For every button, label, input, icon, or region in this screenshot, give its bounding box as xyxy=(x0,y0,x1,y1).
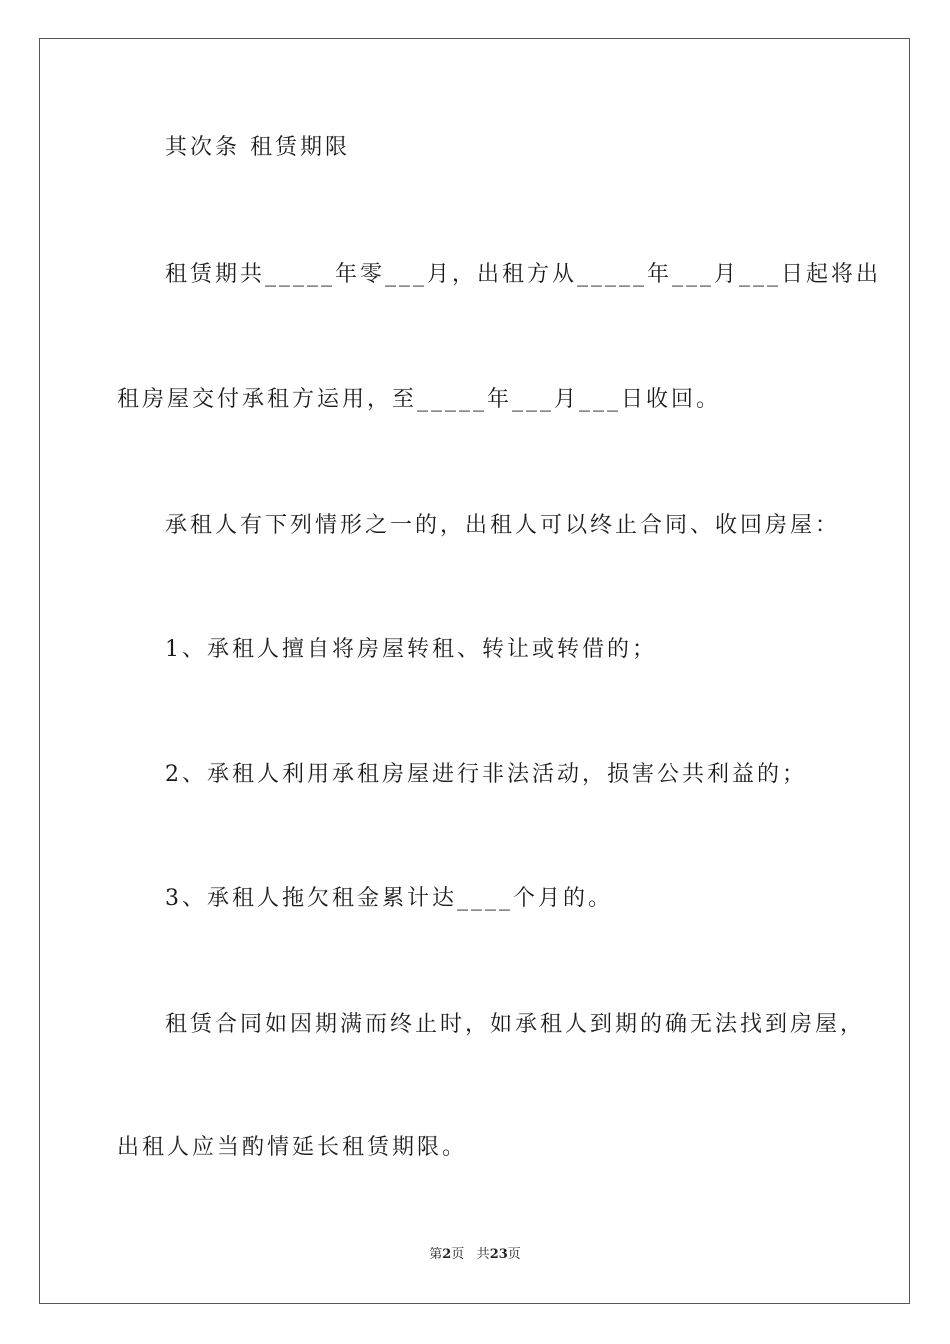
page-number: 2 xyxy=(442,1247,452,1262)
page-border xyxy=(39,38,910,1304)
page-suffix: 页 xyxy=(451,1247,465,1262)
total-pages: 23 xyxy=(489,1247,508,1262)
page-prefix: 第 xyxy=(429,1247,443,1262)
section-heading: 其次条 租赁期限 xyxy=(165,135,350,160)
page-footer xyxy=(0,1246,950,1264)
paragraph-line: 租房屋交付承租方运用，至_____年___月___日收回。 xyxy=(117,387,722,412)
total-suffix: 页 xyxy=(507,1247,521,1262)
paragraph-line: 租赁期共_____年零___月，出租方从_____年___月___日起将出 xyxy=(165,262,882,287)
paragraph-line: 租赁合同如因期满而终止时，如承租人到期的确无法找到房屋， xyxy=(165,1012,866,1037)
list-item: 2、承租人利用承租房屋进行非法活动，损害公共利益的； xyxy=(165,762,807,787)
paragraph-line: 出租人应当酌情延长租赁期限。 xyxy=(117,1135,468,1160)
list-item: 3、承租人拖欠租金累计达____个月的。 xyxy=(165,886,613,911)
total-prefix: 共 xyxy=(476,1247,490,1262)
list-item: 1、承租人擅自将房屋转租、转让或转借的； xyxy=(165,637,657,662)
paragraph-line: 承租人有下列情形之一的，出租人可以终止合同、收回房屋： xyxy=(165,513,841,538)
